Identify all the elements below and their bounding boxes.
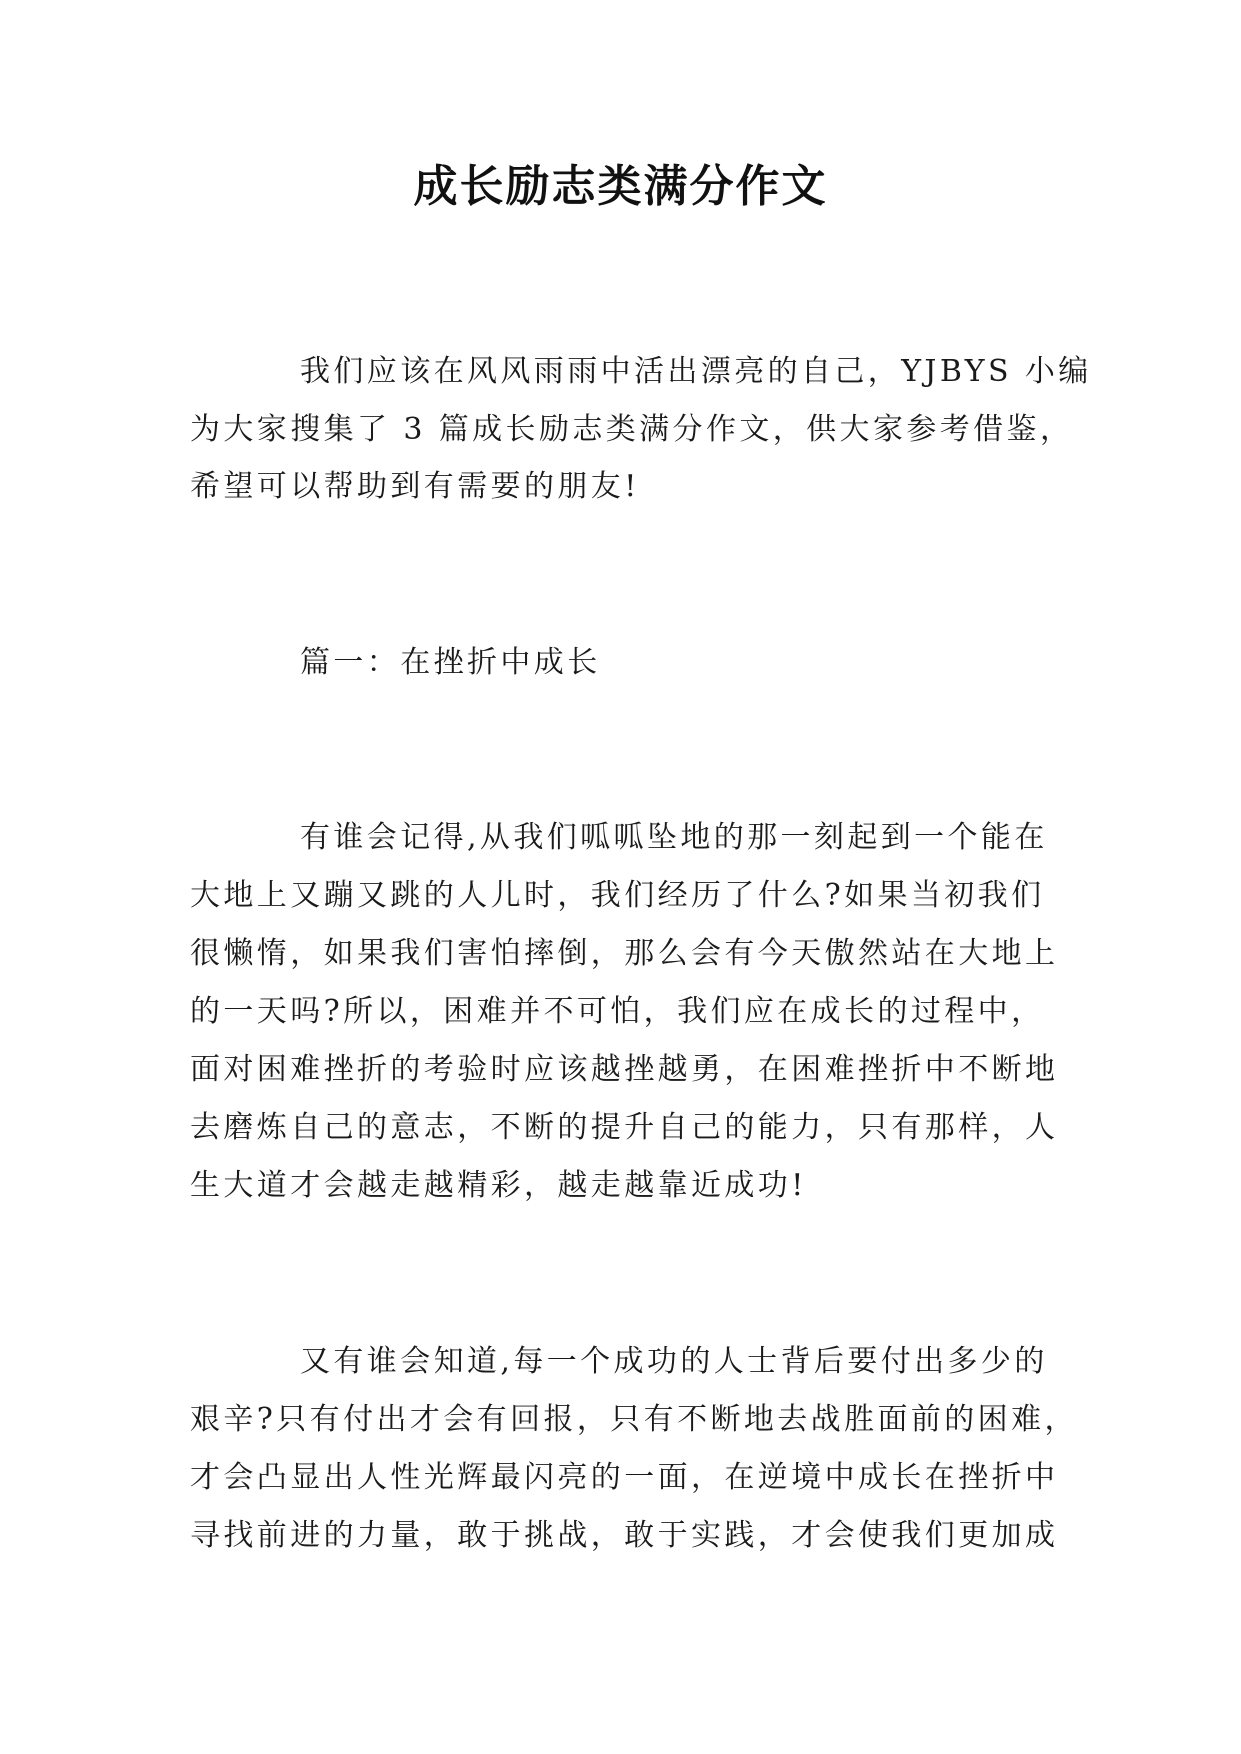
paragraph-1-line-4: 的一天吗?所以，困难并不可怕，我们应在成长的过程中， — [190, 994, 1045, 1029]
paragraph-2-line-2: 艰辛?只有付出才会有回报，只有不断地去战胜面前的困难， — [190, 1402, 1078, 1437]
paragraph-1-line-6: 去磨炼自己的意志，不断的提升自己的能力，只有那样，人 — [190, 1110, 1059, 1145]
paragraph-1-line-7: 生大道才会越走越精彩，越走越靠近成功! — [190, 1168, 807, 1203]
paragraph-2-line-1: 又有谁会知道,每一个成功的人士背后要付出多少的 — [300, 1344, 1048, 1379]
paragraph-1-line-3: 很懒惰，如果我们害怕摔倒，那么会有今天傲然站在大地上 — [190, 936, 1059, 971]
document-title: 成长励志类满分作文 — [413, 161, 828, 212]
paragraph-1-line-1: 有谁会记得,从我们呱呱坠地的那一刻起到一个能在 — [300, 820, 1048, 855]
paragraph-1-line-2: 大地上又蹦又跳的人儿时，我们经历了什么?如果当初我们 — [190, 878, 1045, 913]
paragraph-2-line-4: 寻找前进的力量，敢于挑战，敢于实践，才会使我们更加成 — [190, 1518, 1059, 1553]
intro-line-1: 我们应该在风风雨雨中活出漂亮的自己，YJBYS 小编 — [300, 354, 1092, 389]
paragraph-2-line-3: 才会凸显出人性光辉最闪亮的一面，在逆境中成长在挫折中 — [190, 1460, 1059, 1495]
section-heading: 篇一：在挫折中成长 — [300, 645, 601, 680]
paragraph-1-line-5: 面对困难挫折的考验时应该越挫越勇，在困难挫折中不断地 — [190, 1052, 1059, 1087]
intro-line-2: 为大家搜集了 3 篇成长励志类满分作文，供大家参考借鉴， — [190, 412, 1074, 447]
intro-line-3: 希望可以帮助到有需要的朋友! — [190, 469, 640, 504]
